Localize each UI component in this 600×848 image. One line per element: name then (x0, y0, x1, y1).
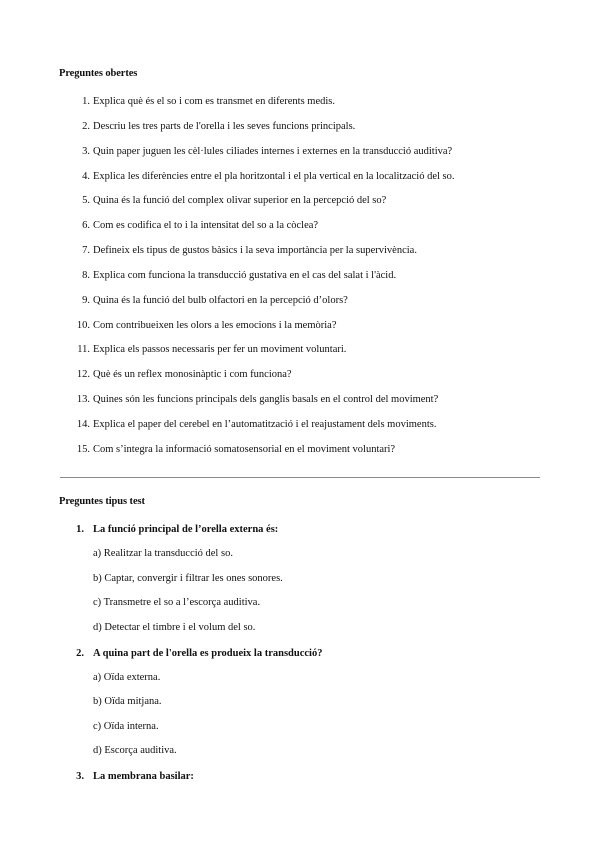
item-number: 3. (82, 146, 90, 157)
item-text: Quina és la funció del complex olivar superior en la percepció del so? (93, 195, 387, 206)
item-text: Com contribueixen les olors a les emocions i la memòria? (93, 320, 337, 331)
question-number: 2. (76, 648, 84, 659)
test-question-title (60, 524, 278, 535)
item-number: 14. (76, 419, 90, 430)
item-text: Explica els passos necessaris per fer un moviment voluntari. (93, 344, 347, 355)
item-number: 9. (82, 295, 90, 306)
open-question-item (60, 320, 336, 331)
open-question-item (60, 245, 417, 256)
item-number: 2. (82, 121, 90, 132)
item-text: Com s’integra la informació somatosensorial en el moviment voluntari? (93, 444, 396, 455)
item-number: 6. (82, 220, 90, 231)
test-question-title (60, 648, 322, 659)
answer-option: c) Transmetre el so a l’escorça auditiva. (93, 597, 261, 608)
item-text: Què és un reflex monosinàptic i com funciona? (93, 369, 292, 380)
item-number: 12. (76, 369, 90, 380)
open-question-item (60, 419, 436, 430)
answer-option: b) Oïda mitjana. (93, 696, 162, 707)
item-number: 8. (82, 270, 90, 281)
open-question-item (60, 96, 335, 107)
item-number: 4. (82, 171, 90, 182)
answer-option: a) Realitzar la transducció del so. (93, 548, 233, 559)
item-text: Explica com funciona la transducció gustativa en el cas del salat i l'àcid. (93, 270, 397, 281)
item-number: 15. (76, 444, 90, 455)
question-text: A quina part de l'orella es produeix la transducció? (93, 648, 323, 659)
open-questions-heading: Preguntes obertes (59, 68, 138, 79)
item-number: 11. (77, 344, 90, 355)
question-text: La funció principal de l’orella externa és: (93, 524, 279, 535)
item-text: Quines són les funcions principals dels ganglis basals en el control del moviment? (93, 394, 439, 405)
open-question-item (60, 295, 348, 306)
open-question-item (60, 270, 396, 281)
item-text: Quin paper juguen les cèl·lules ciliades internes i externes en la transducció auditiva? (93, 146, 453, 157)
open-question-item (60, 195, 386, 206)
item-text: Explica les diferències entre el pla horitzontal i el pla vertical en la localització del so. (93, 171, 455, 182)
open-question-item (60, 344, 346, 355)
question-number: 1. (76, 524, 84, 535)
item-text: Descriu les tres parts de l'orella i les seves funcions principals. (93, 121, 356, 132)
answer-option: b) Captar, convergir i filtrar les ones sonores. (93, 573, 283, 584)
question-text: La membrana basilar: (93, 771, 194, 782)
section-divider (60, 477, 540, 478)
item-text: Quina és la funció del bulb olfactori en la percepció d’olors? (93, 295, 348, 306)
item-number: 13. (76, 394, 90, 405)
test-questions-heading: Preguntes tipus test (59, 496, 145, 507)
item-text: Com es codifica el to i la intensitat del so a la còclea? (93, 220, 319, 231)
item-text: Defineix els tipus de gustos bàsics i la seva importància per la supervivència. (93, 245, 417, 256)
open-question-item (60, 444, 395, 455)
item-number: 1. (82, 96, 90, 107)
open-question-item (60, 121, 355, 132)
item-text: Explica el paper del cerebel en l’automatització i el reajustament dels moviments. (93, 419, 437, 430)
item-number: 7. (82, 245, 90, 256)
open-question-item (60, 146, 452, 157)
answer-option: a) Oïda externa. (93, 672, 161, 683)
open-question-item (60, 394, 438, 405)
answer-option: d) Detectar el timbre i el volum del so. (93, 622, 256, 633)
item-text: Explica què és el so i com es transmet en diferents medis. (93, 96, 336, 107)
answer-option: d) Escorça auditiva. (93, 745, 177, 756)
test-question-title (60, 771, 194, 782)
open-question-item (60, 220, 318, 231)
item-number: 10. (76, 320, 90, 331)
open-question-item (60, 369, 292, 380)
open-question-item (60, 171, 455, 182)
question-number: 3. (76, 771, 84, 782)
answer-option: c) Oïda interna. (93, 721, 159, 732)
item-number: 5. (82, 195, 90, 206)
